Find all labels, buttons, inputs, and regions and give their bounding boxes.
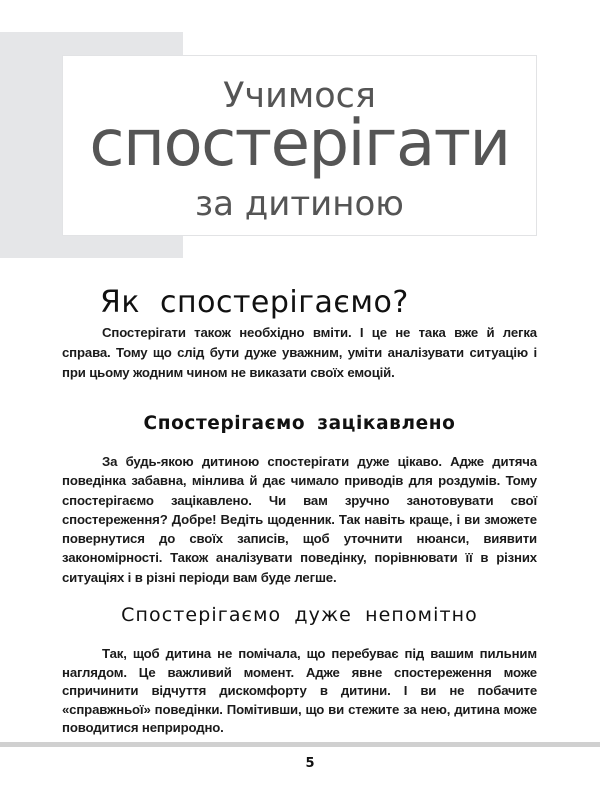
page-number: 5 (305, 756, 315, 771)
subsection-heading-interested: Спостерігаємо зацікавлено (143, 413, 456, 434)
subsection-heading-unnoticed: Спостерігаємо дуже непомітно (121, 604, 478, 626)
chapter-title-line-2: спостерігати (89, 107, 510, 181)
footer-rule (0, 742, 600, 747)
chapter-title-line-1: Учимося (223, 76, 376, 116)
chapter-title-box (62, 55, 537, 236)
chapter-title-line-3: за дитиною (195, 184, 404, 224)
subsection-paragraph-interested: За будь-якою дитиною спостерігати дуже цікаво. Адже дитяча поведінка забавна, мінлива й дає чимало приводів для роздумів. Тому спостерігаємо зацікавлено. Чи вам зручно занотовувати свої спостереження? Добре! Ведіть щоденник. Так навіть краще, і ви зможете повернутися до своїх записів, щоб уточнити нюанси, виявити закономірності. Також аналізувати поведінку, порівнювати її в різних ситуаціях і в різні періоди вам буде легше. (62, 454, 537, 585)
section-heading: Як спостерігаємо? (100, 285, 409, 320)
intro-paragraph: Спостерігати також необхідно вміти. І це не така вже й легка справа. Тому що слід бути дуже уважним, уміти аналізувати ситуацію і при цьому жодним чином не виказати своїх емоцій. (62, 325, 537, 380)
subsection-paragraph-unnoticed: Так, щоб дитина не помічала, що перебуває під вашим пильним наглядом. Це важливий момент. Адже явне спостереження може спричинити відчуття дискомфорту в дитини. І ви не побачите «справжньої» поведінки. Помітивши, що ви стежите за нею, дитина може поводитися неприродно. (62, 646, 537, 736)
